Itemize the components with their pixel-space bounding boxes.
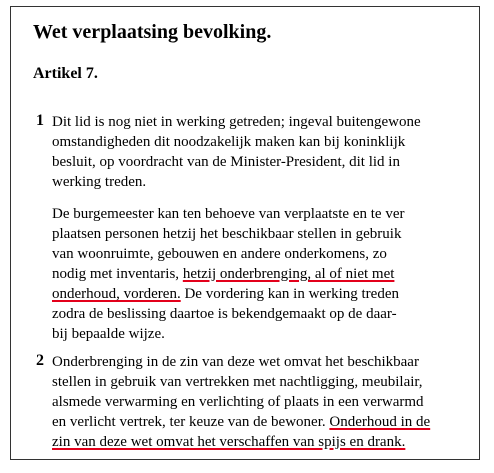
- paragraph-1-line: omstandigheden dit noodzakelijk maken kan bij koninklijk: [52, 134, 406, 150]
- text-segment: nodig met inventaris,: [52, 266, 183, 282]
- paragraph-number-2: 2: [36, 352, 44, 369]
- paragraph-line: [52, 264, 404, 284]
- paragraph-number-1: 1: [36, 112, 44, 129]
- document-frame: [10, 6, 480, 460]
- paragraph-line: stellen in gebruik van vertrekken met nachtligging, meubilair,: [52, 374, 423, 390]
- paragraph-line: [52, 432, 430, 452]
- paragraph-1-continued: [52, 204, 404, 344]
- paragraph-line: De burgemeester kan ten behoeve van verplaatste en te ver: [52, 206, 405, 222]
- highlighted-text: Onderhoud in de: [329, 414, 431, 430]
- text-segment: De vordering kan in werking treden: [180, 286, 399, 302]
- paragraph-1-line: Dit lid is nog niet in werking getreden; ingeval buitengewone: [52, 114, 421, 130]
- paragraph-line: Onderbrenging in de zin van deze wet omvat het beschikbaar: [52, 354, 419, 370]
- paragraph-line: [52, 284, 404, 304]
- document-title: Wet verplaatsing bevolking.: [33, 21, 272, 43]
- paragraph-line: zodra de beslissing daartoe is bekendgemaakt op de daar-: [52, 306, 397, 322]
- paragraph-1-line: besluit, op voordracht van de Minister-President, dit lid in: [52, 154, 400, 170]
- text-segment: en verlicht vertrek, ter keuze van de bewoner.: [52, 414, 330, 430]
- paragraph-line: alsmede verwarming en verlichting of plaats in een verwarmd: [52, 394, 424, 410]
- article-heading: Artikel 7.: [33, 65, 98, 82]
- highlighted-text: zin van deze wet omvat het verschaffen van spijs en drank.: [52, 434, 406, 450]
- highlighted-text: hetzij onderbrenging, al of niet met: [182, 266, 395, 282]
- paragraph-2: [36, 352, 431, 452]
- paragraph-line: plaatsen personen hetzij het beschikbaar stellen in gebruik: [52, 226, 402, 242]
- paragraph-1-line: werking treden.: [52, 174, 147, 190]
- paragraph-line: bij bepaalde wijze.: [52, 326, 165, 342]
- highlighted-text: onderhoud, vorderen.: [52, 286, 181, 302]
- paragraph-line: van woonruimte, gebouwen en andere onderkomens, zo: [52, 246, 387, 262]
- paragraph-line: [52, 412, 430, 432]
- paragraph-1: [36, 112, 421, 192]
